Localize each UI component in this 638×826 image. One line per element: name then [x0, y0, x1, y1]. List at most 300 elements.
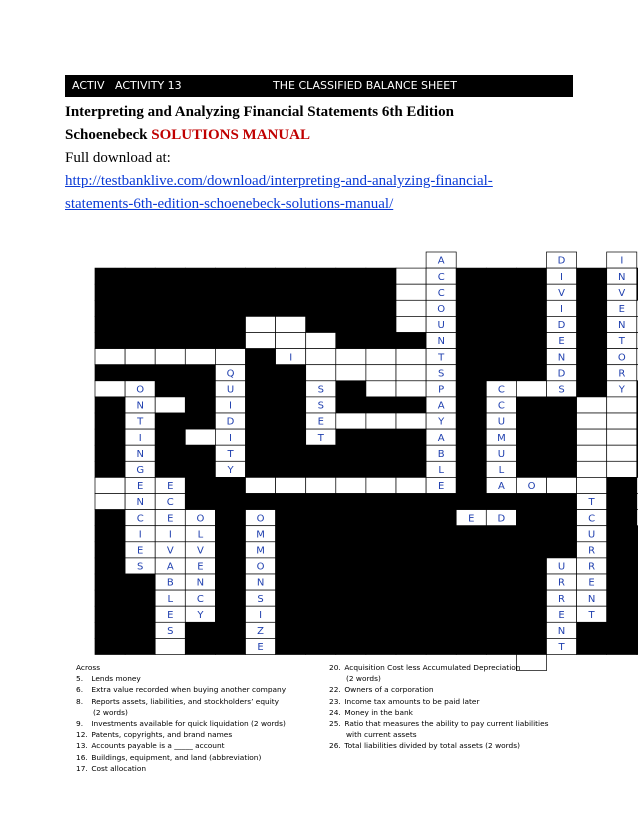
black-cell	[516, 268, 546, 284]
black-cell	[306, 284, 336, 300]
cell-letter: Y	[618, 384, 625, 396]
black-cell	[456, 284, 486, 300]
cell-letter: N	[618, 320, 626, 332]
clue-text: Acquisition Cost less Accumulated Depreciation	[344, 663, 521, 672]
grid-cell[interactable]	[185, 429, 215, 445]
black-cell	[396, 606, 426, 622]
grid-cell[interactable]	[607, 397, 637, 413]
black-cell	[276, 397, 306, 413]
black-cell	[276, 268, 306, 284]
black-cell	[547, 510, 577, 526]
black-cell	[486, 606, 516, 622]
black-cell	[516, 638, 546, 654]
black-cell	[246, 300, 276, 316]
grid-cell[interactable]	[577, 477, 607, 493]
black-cell	[215, 622, 245, 638]
clue-text: Total liabilities divided by total assets (2 words)	[344, 741, 520, 751]
black-cell	[95, 622, 125, 638]
black-cell	[516, 542, 546, 558]
cell-letter: C	[196, 593, 204, 605]
black-cell	[276, 574, 306, 590]
black-cell	[486, 526, 516, 542]
black-cell	[185, 300, 215, 316]
grid-cell[interactable]	[246, 333, 276, 349]
clue-number: 26.	[329, 741, 341, 751]
black-cell	[366, 558, 396, 574]
cell-letter: T	[618, 336, 625, 348]
clue-text: Money in the bank	[344, 707, 413, 717]
black-cell	[396, 333, 426, 349]
cell-letter: E	[167, 481, 174, 493]
black-cell	[516, 429, 546, 445]
cell-letter: U	[557, 561, 566, 573]
cell-letter: U	[587, 529, 596, 541]
cell-letter: D	[497, 513, 506, 525]
black-cell	[155, 284, 185, 300]
cell-letter: R	[618, 368, 626, 380]
black-cell	[185, 461, 215, 477]
black-cell	[516, 445, 546, 461]
black-cell	[577, 365, 607, 381]
grid-cell[interactable]	[336, 365, 366, 381]
cell-letter: N	[587, 593, 596, 605]
cell-letter: E	[137, 545, 144, 557]
black-cell	[215, 477, 245, 493]
black-cell	[456, 397, 486, 413]
black-cell	[185, 381, 215, 397]
black-cell	[336, 300, 366, 316]
grid-cell[interactable]	[366, 349, 396, 365]
clue-text: (2 words)	[346, 674, 381, 684]
black-cell	[516, 413, 546, 429]
black-cell	[396, 558, 426, 574]
cell-letter: I	[560, 271, 563, 283]
cell-letter: O	[136, 384, 145, 396]
black-cell	[246, 461, 276, 477]
book-title: Interpreting and Analyzing Financial Statements 6th Edition	[65, 104, 454, 120]
black-cell	[336, 510, 366, 526]
cell-letter: V	[196, 545, 204, 557]
grid-cell[interactable]	[396, 365, 426, 381]
black-cell	[185, 268, 215, 284]
black-cell	[246, 284, 276, 300]
black-cell	[366, 590, 396, 606]
black-cell	[95, 429, 125, 445]
black-cell	[185, 316, 215, 332]
cell-letter: U	[497, 448, 506, 460]
cell-letter: D	[557, 368, 566, 380]
grid-cell[interactable]	[577, 397, 607, 413]
cell-letter: M	[497, 432, 506, 444]
black-cell	[486, 284, 516, 300]
grid-cell[interactable]	[306, 349, 336, 365]
black-cell	[336, 574, 366, 590]
black-cell	[215, 574, 245, 590]
black-cell	[95, 445, 125, 461]
black-cell	[215, 268, 245, 284]
grid-cell[interactable]	[577, 461, 607, 477]
cell-letter: D	[557, 320, 566, 332]
grid-cell[interactable]	[396, 349, 426, 365]
clue-number: 8.	[76, 696, 84, 706]
black-cell	[95, 638, 125, 654]
grid-cell[interactable]	[276, 477, 306, 493]
black-cell	[276, 558, 306, 574]
black-cell	[426, 622, 456, 638]
grid-cell[interactable]	[276, 333, 306, 349]
black-cell	[577, 333, 607, 349]
black-cell	[185, 413, 215, 429]
black-cell	[547, 445, 577, 461]
cell-letter: N	[136, 400, 144, 412]
black-cell	[607, 526, 637, 542]
black-cell	[516, 590, 546, 606]
black-cell	[336, 381, 366, 397]
right-clue-row	[329, 729, 549, 740]
black-cell	[607, 558, 637, 574]
left-clue-row	[76, 696, 286, 707]
black-cell	[155, 300, 185, 316]
black-cell	[456, 606, 486, 622]
cell-letter: O	[196, 513, 205, 525]
grid-cell[interactable]	[95, 477, 125, 493]
cell-letter: N	[557, 625, 566, 637]
right-clue-row	[329, 684, 549, 695]
black-cell	[306, 268, 336, 284]
grid-cell[interactable]	[396, 477, 426, 493]
black-cell	[396, 461, 426, 477]
grid-cell[interactable]	[396, 381, 426, 397]
cell-letter: Y	[227, 465, 234, 476]
black-cell	[215, 542, 245, 558]
black-cell	[486, 268, 516, 284]
cell-letter: L	[167, 593, 174, 605]
grid-cell[interactable]	[336, 349, 366, 365]
left-clue-row	[76, 718, 286, 729]
black-cell	[95, 397, 125, 413]
clue-number: 17.	[76, 763, 88, 773]
black-cell	[577, 381, 607, 397]
download-link-line2[interactable]: statements-6th-edition-schoenebeck-solutions-manual/	[65, 196, 394, 212]
right-clue-row	[329, 740, 549, 751]
cell-letter: D	[557, 255, 566, 267]
cell-letter: N	[136, 497, 144, 509]
cell-letter: I	[289, 352, 293, 364]
black-cell	[215, 638, 245, 654]
author-name: Schoenebeck	[65, 127, 148, 143]
cell-letter: T	[588, 497, 595, 509]
grid-cell[interactable]	[155, 397, 185, 413]
grid-cell[interactable]	[155, 349, 185, 365]
black-cell	[276, 300, 306, 316]
black-cell	[336, 333, 366, 349]
grid-cell[interactable]	[246, 477, 276, 493]
cell-letter: C	[588, 513, 596, 525]
black-cell	[276, 590, 306, 606]
cell-letter: N	[618, 271, 626, 283]
black-cell	[577, 638, 607, 654]
black-cell	[155, 381, 185, 397]
activity-clip-label: ACTIV	[72, 79, 105, 92]
black-cell	[516, 365, 546, 381]
black-cell	[607, 606, 637, 622]
black-cell	[336, 558, 366, 574]
clue-text: (2 words)	[93, 707, 128, 717]
clue-number: 24.	[329, 707, 341, 717]
black-cell	[547, 494, 577, 510]
clue-number: 12.	[76, 730, 88, 740]
black-cell	[306, 316, 336, 332]
black-cell	[577, 349, 607, 365]
black-cell	[366, 461, 396, 477]
clue-number: 22.	[329, 685, 341, 695]
black-cell	[336, 316, 366, 332]
black-cell	[486, 494, 516, 510]
black-cell	[456, 445, 486, 461]
cell-letter: V	[618, 287, 626, 299]
grid-cell[interactable]	[396, 268, 426, 284]
black-cell	[426, 526, 456, 542]
black-cell	[215, 284, 245, 300]
clue-number: 25.	[329, 719, 341, 729]
black-cell	[306, 590, 336, 606]
grid-cell[interactable]	[607, 413, 637, 429]
black-cell	[607, 477, 637, 493]
grid-cell[interactable]	[366, 365, 396, 381]
black-cell	[306, 542, 336, 558]
cell-letter: E	[197, 561, 204, 573]
cell-letter: S	[438, 368, 445, 380]
black-cell	[306, 461, 336, 477]
grid-cell[interactable]	[396, 284, 426, 300]
black-cell	[426, 558, 456, 574]
cell-letter: I	[259, 609, 263, 621]
clue-number: 20.	[329, 663, 341, 672]
grid-cell[interactable]	[366, 477, 396, 493]
black-cell	[516, 333, 546, 349]
grid-cell[interactable]	[95, 349, 125, 365]
black-cell	[336, 622, 366, 638]
black-cell	[516, 494, 546, 510]
black-cell	[125, 574, 155, 590]
black-cell	[486, 622, 516, 638]
grid-cell[interactable]	[306, 333, 336, 349]
black-cell	[516, 300, 546, 316]
cell-letter: O	[437, 304, 446, 315]
grid-cell[interactable]	[306, 477, 336, 493]
black-cell	[95, 590, 125, 606]
black-cell	[336, 638, 366, 654]
black-cell	[155, 365, 185, 381]
black-cell	[516, 606, 546, 622]
solutions-manual-label: SOLUTIONS MANUAL	[151, 127, 311, 143]
black-cell	[276, 526, 306, 542]
black-cell	[486, 542, 516, 558]
cell-letter: I	[229, 400, 232, 412]
black-cell	[125, 300, 155, 316]
cell-letter: O	[527, 481, 536, 493]
black-cell	[246, 429, 276, 445]
black-cell	[456, 494, 486, 510]
black-cell	[366, 397, 396, 413]
black-cell	[486, 349, 516, 365]
grid-cell[interactable]	[336, 413, 366, 429]
black-cell	[456, 429, 486, 445]
grid-cell[interactable]	[336, 477, 366, 493]
grid-cell[interactable]	[276, 316, 306, 332]
cell-letter: N	[256, 577, 265, 589]
black-cell	[155, 429, 185, 445]
black-cell	[246, 445, 276, 461]
grid-cell[interactable]	[95, 381, 125, 397]
black-cell	[456, 638, 486, 654]
black-cell	[276, 413, 306, 429]
black-cell	[577, 316, 607, 332]
cell-letter: L	[197, 529, 204, 541]
black-cell	[516, 574, 546, 590]
cell-letter: C	[497, 400, 505, 412]
grid-cell[interactable]	[185, 349, 215, 365]
cell-letter: A	[437, 400, 445, 412]
black-cell	[366, 445, 396, 461]
cell-letter: S	[317, 384, 324, 396]
black-cell	[456, 268, 486, 284]
black-cell	[486, 638, 516, 654]
cell-letter: N	[136, 448, 144, 460]
cell-letter: U	[497, 416, 506, 428]
black-cell	[396, 638, 426, 654]
grid-cell[interactable]	[215, 349, 245, 365]
grid-cell[interactable]	[125, 349, 155, 365]
black-cell	[95, 300, 125, 316]
black-cell	[185, 284, 215, 300]
grid-cell[interactable]	[306, 365, 336, 381]
grid-cell[interactable]	[516, 381, 546, 397]
download-link-line1[interactable]: http://testbanklive.com/download/interpreting-and-analyzing-financial-	[65, 173, 493, 189]
cell-letter: D	[226, 416, 235, 428]
across-clues-left	[76, 662, 286, 774]
cell-letter: R	[558, 593, 565, 605]
black-cell	[516, 461, 546, 477]
black-cell	[366, 300, 396, 316]
black-cell	[396, 590, 426, 606]
cell-letter: R	[588, 561, 596, 573]
black-cell	[486, 365, 516, 381]
grid-cell[interactable]	[366, 413, 396, 429]
grid-cell[interactable]	[607, 429, 637, 445]
black-cell	[336, 542, 366, 558]
black-cell	[577, 284, 607, 300]
black-cell	[336, 445, 366, 461]
black-cell	[336, 606, 366, 622]
black-cell	[577, 300, 607, 316]
right-clue-row	[329, 718, 549, 729]
cell-letter: S	[137, 561, 144, 573]
clue-number: 13.	[76, 741, 88, 751]
black-cell	[547, 542, 577, 558]
grid-cell[interactable]	[396, 413, 426, 429]
grid-cell[interactable]	[607, 445, 637, 461]
clue-text: with current assets	[346, 730, 417, 740]
black-cell	[366, 638, 396, 654]
black-cell	[125, 590, 155, 606]
cell-letter: Y	[438, 416, 445, 428]
black-cell	[336, 268, 366, 284]
black-cell	[456, 413, 486, 429]
cell-letter: N	[437, 336, 445, 348]
grid-cell[interactable]	[366, 381, 396, 397]
black-cell	[336, 397, 366, 413]
black-cell	[246, 397, 276, 413]
cell-letter: I	[138, 529, 142, 541]
black-cell	[306, 510, 336, 526]
black-cell	[185, 477, 215, 493]
grid-cell[interactable]	[547, 477, 577, 493]
grid-cell[interactable]	[577, 413, 607, 429]
black-cell	[246, 381, 276, 397]
black-cell	[95, 413, 125, 429]
black-cell	[396, 526, 426, 542]
black-cell	[396, 494, 426, 510]
cell-letter: V	[166, 545, 174, 557]
cell-letter: L	[498, 465, 505, 476]
grid-cell[interactable]	[577, 445, 607, 461]
black-cell	[547, 526, 577, 542]
black-cell	[215, 558, 245, 574]
grid-cell[interactable]	[396, 300, 426, 316]
grid-cell[interactable]	[577, 429, 607, 445]
black-cell	[456, 590, 486, 606]
cell-letter: C	[136, 513, 144, 525]
clue-number: 6.	[76, 685, 84, 695]
black-cell	[125, 365, 155, 381]
black-cell	[95, 268, 125, 284]
black-cell	[366, 526, 396, 542]
grid-cell[interactable]	[95, 494, 125, 510]
cell-letter: R	[558, 577, 565, 589]
right-clue-row	[329, 662, 549, 673]
grid-cell[interactable]	[396, 316, 426, 332]
black-cell	[215, 606, 245, 622]
left-clue-row	[76, 740, 286, 751]
black-cell	[306, 494, 336, 510]
black-cell	[276, 461, 306, 477]
black-cell	[547, 413, 577, 429]
grid-cell[interactable]	[155, 638, 185, 654]
cell-letter: A	[166, 561, 174, 573]
grid-cell[interactable]	[246, 316, 276, 332]
grid-cell[interactable]	[607, 461, 637, 477]
clue-text: Investments available for quick liquidation (2 words)	[91, 719, 286, 729]
cell-letter: Q	[226, 368, 235, 380]
black-cell	[456, 349, 486, 365]
black-cell	[516, 316, 546, 332]
cell-letter: L	[438, 465, 444, 476]
black-cell	[366, 510, 396, 526]
black-cell	[306, 558, 336, 574]
black-cell	[396, 510, 426, 526]
black-cell	[486, 300, 516, 316]
cell-letter: E	[558, 336, 565, 348]
black-cell	[366, 333, 396, 349]
cell-letter: E	[588, 577, 595, 589]
black-cell	[336, 284, 366, 300]
black-cell	[185, 622, 215, 638]
clue-text: Ratio that measures the ability to pay current liabilities	[344, 719, 549, 729]
black-cell	[215, 333, 245, 349]
black-cell	[125, 284, 155, 300]
black-cell	[276, 638, 306, 654]
